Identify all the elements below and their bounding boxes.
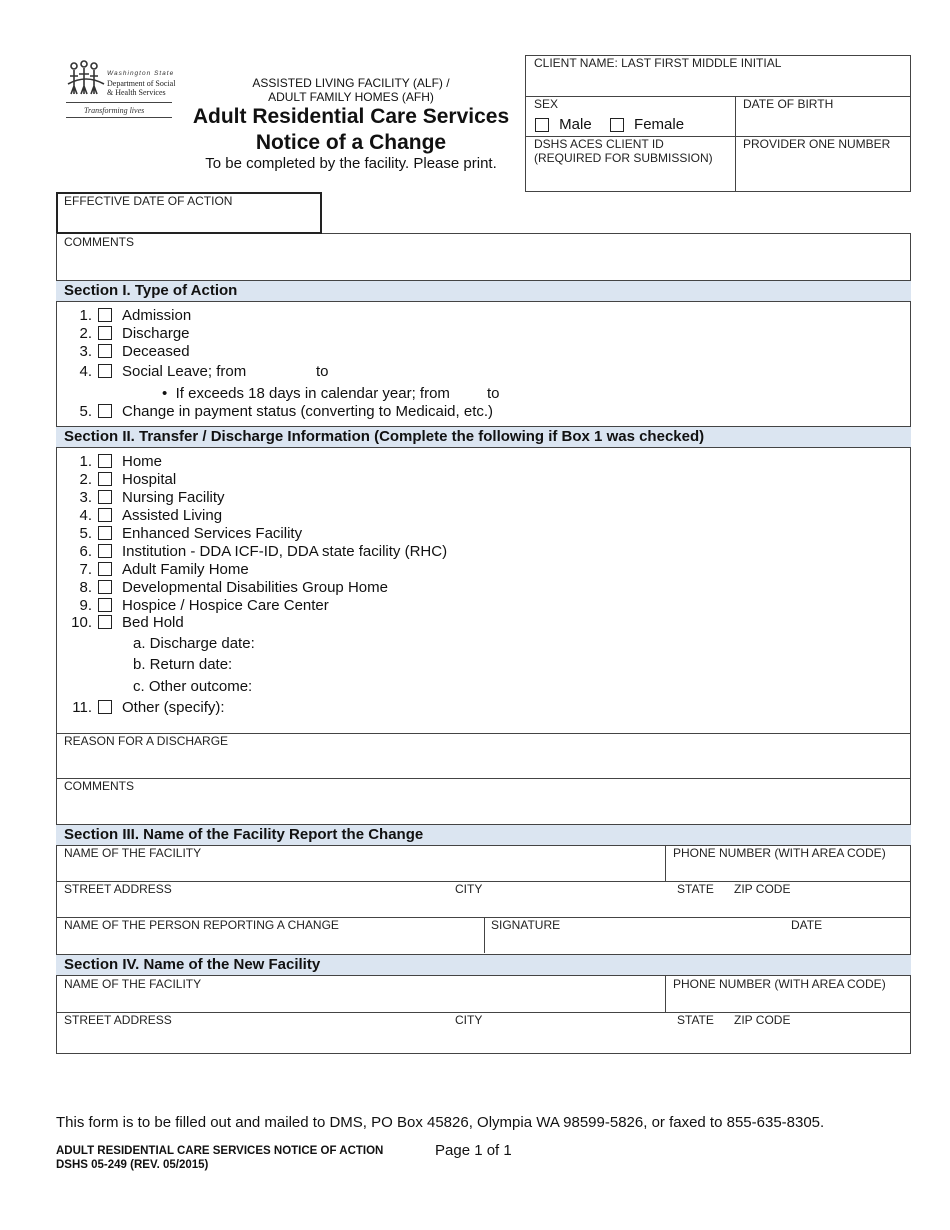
s3-person-label: NAME OF THE PERSON REPORTING A CHANGE: [64, 918, 339, 932]
comments-label: COMMENTS: [64, 235, 134, 249]
mail-instructions: This form is to be filled out and mailed to DMS, PO Box 45826, Olympia WA 98599-5826, or faxed to 855-635-8305.: [56, 1114, 825, 1131]
page-subtitle: Notice of a Change: [255, 131, 447, 154]
form-number: DSHS 05-249 (REV. 05/2015): [56, 1159, 209, 1171]
transfer-hospital: 2. Hospital: [79, 471, 177, 488]
bed-hold-discharge-date: a. Discharge date:: [133, 635, 255, 652]
adult-family-home-checkbox[interactable]: [98, 562, 112, 576]
female-checkbox[interactable]: [610, 118, 624, 132]
client-name-field[interactable]: [528, 70, 908, 94]
action-deceased: 3. Deceased: [79, 343, 190, 360]
s4-state-label: STATE: [677, 1013, 714, 1027]
provider-one-label: PROVIDER ONE NUMBER: [743, 137, 891, 151]
provider-one-field[interactable]: [738, 152, 908, 190]
section-4-header: Section IV. Name of the New Facility: [56, 954, 911, 976]
female-label: Female: [634, 116, 685, 133]
male-checkbox[interactable]: [535, 118, 549, 132]
home-checkbox[interactable]: [98, 454, 112, 468]
bed-hold-checkbox[interactable]: [98, 615, 112, 629]
transfer-institution: 6. Institution - DDA ICF-ID, DDA state facility (RHC): [79, 543, 448, 560]
form-title-footer: ADULT RESIDENTIAL CARE SERVICES NOTICE OF ACTION: [56, 1145, 384, 1157]
aces-id-required-label: (REQUIRED FOR SUBMISSION): [534, 151, 713, 165]
social-leave-checkbox[interactable]: [98, 364, 112, 378]
section-2-comments-label: COMMENTS: [64, 779, 134, 793]
transfer-nursing-facility: 3. Nursing Facility: [79, 489, 225, 506]
logo-dept-line1: Department of Social: [107, 79, 176, 88]
logo-state: Washington State: [107, 70, 175, 77]
s3-state-label: STATE: [677, 882, 714, 896]
s4-city-label: CITY: [455, 1013, 483, 1027]
page-title: Adult Residential Care Services: [192, 105, 510, 128]
s3-date-label: DATE: [791, 918, 823, 932]
s3-zip-label: ZIP CODE: [734, 882, 791, 896]
s3-address-field[interactable]: [60, 897, 906, 915]
s3-phone-label: PHONE NUMBER (WITH AREA CODE): [673, 846, 886, 860]
transfer-home: 1. Home: [79, 453, 163, 470]
male-label: Male: [559, 116, 592, 133]
reason-discharge-field[interactable]: [60, 749, 906, 775]
s4-zip-label: ZIP CODE: [734, 1013, 791, 1027]
reason-discharge-label: REASON FOR A DISCHARGE: [64, 734, 229, 748]
aces-id-label: DSHS ACES CLIENT ID: [534, 137, 664, 151]
instruction-text: To be completed by the facility. Please print.: [205, 155, 497, 172]
dob-label: DATE OF BIRTH: [743, 97, 834, 111]
bullet-to: to: [487, 385, 500, 402]
s3-facility-field[interactable]: [60, 861, 660, 879]
page-number: Page 1 of 1: [435, 1142, 512, 1159]
payment-status-checkbox[interactable]: [98, 404, 112, 418]
section-2-header: Section II. Transfer / Discharge Information (Complete the following if Box 1 was checked): [56, 426, 911, 448]
s4-facility-field[interactable]: [60, 992, 660, 1010]
s3-phone-field[interactable]: [669, 861, 907, 879]
dob-field[interactable]: [738, 112, 908, 134]
hospital-checkbox[interactable]: [98, 472, 112, 486]
institution-checkbox[interactable]: [98, 544, 112, 558]
transfer-bed-hold: 10. Bed Hold: [71, 614, 184, 631]
bullet-icon: •: [162, 385, 168, 402]
transfer-hospice: 9. Hospice / Hospice Care Center: [79, 597, 329, 614]
social-leave-to: to: [316, 363, 329, 380]
admission-checkbox[interactable]: [98, 308, 112, 322]
client-name-label: CLIENT NAME: LAST FIRST MIDDLE INITIAL: [534, 56, 782, 70]
s3-street-label: STREET ADDRESS: [64, 882, 172, 896]
transfer-enhanced-services: 5. Enhanced Services Facility: [79, 525, 303, 542]
effective-date-label: EFFECTIVE DATE OF ACTION: [64, 194, 233, 208]
bed-hold-return-date: b. Return date:: [133, 656, 233, 673]
section-3-header: Section III. Name of the Facility Report the Change: [56, 824, 911, 846]
comments-field[interactable]: [60, 250, 906, 278]
dshs-people-icon: [66, 60, 106, 100]
s3-signature-field[interactable]: [488, 933, 906, 951]
logo-tagline: Transforming lives: [84, 106, 145, 115]
transfer-adult-family-home: 7. Adult Family Home: [79, 561, 249, 578]
aces-id-field[interactable]: [528, 166, 732, 190]
action-payment-status: 5. Change in payment status (converting to Medicaid, etc.): [79, 403, 494, 420]
sex-label: SEX: [534, 97, 559, 111]
s4-phone-field[interactable]: [669, 992, 907, 1010]
s4-address-field[interactable]: [60, 1028, 906, 1050]
nursing-facility-checkbox[interactable]: [98, 490, 112, 504]
s3-facility-label: NAME OF THE FACILITY: [64, 846, 202, 860]
action-social-leave: 4. Social Leave; from: [79, 363, 247, 380]
s4-street-label: STREET ADDRESS: [64, 1013, 172, 1027]
s4-facility-label: NAME OF THE FACILITY: [64, 977, 202, 991]
s3-signature-label: SIGNATURE: [491, 918, 561, 932]
dd-group-home-checkbox[interactable]: [98, 580, 112, 594]
section-1-header: Section I. Type of Action: [56, 280, 911, 302]
transfer-other: 11. Other (specify):: [72, 699, 225, 716]
sex-options: [535, 116, 684, 134]
deceased-checkbox[interactable]: [98, 344, 112, 358]
social-leave-bullet: • If exceeds 18 days in calendar year; from: [162, 385, 450, 402]
transfer-dd-group-home: 8. Developmental Disabilities Group Home: [79, 579, 388, 596]
enhanced-services-checkbox[interactable]: [98, 526, 112, 540]
other-checkbox[interactable]: [98, 700, 112, 714]
bed-hold-other-outcome: c. Other outcome:: [133, 678, 253, 695]
header-subtitle-2: ADULT FAMILY HOMES (AFH): [268, 90, 434, 104]
s3-person-field[interactable]: [60, 933, 480, 951]
header-subtitle-1: ASSISTED LIVING FACILITY (ALF) /: [252, 76, 450, 90]
discharge-checkbox[interactable]: [98, 326, 112, 340]
assisted-living-checkbox[interactable]: [98, 508, 112, 522]
logo-dept-line2: & Health Services: [107, 88, 166, 97]
s3-city-label: CITY: [455, 882, 483, 896]
action-admission: 1. Admission: [79, 307, 192, 324]
action-discharge: 2. Discharge: [79, 325, 190, 342]
hospice-checkbox[interactable]: [98, 598, 112, 612]
section-2-comments-field[interactable]: [60, 794, 906, 822]
s4-phone-label: PHONE NUMBER (WITH AREA CODE): [673, 977, 886, 991]
transfer-assisted-living: 4. Assisted Living: [79, 507, 223, 524]
